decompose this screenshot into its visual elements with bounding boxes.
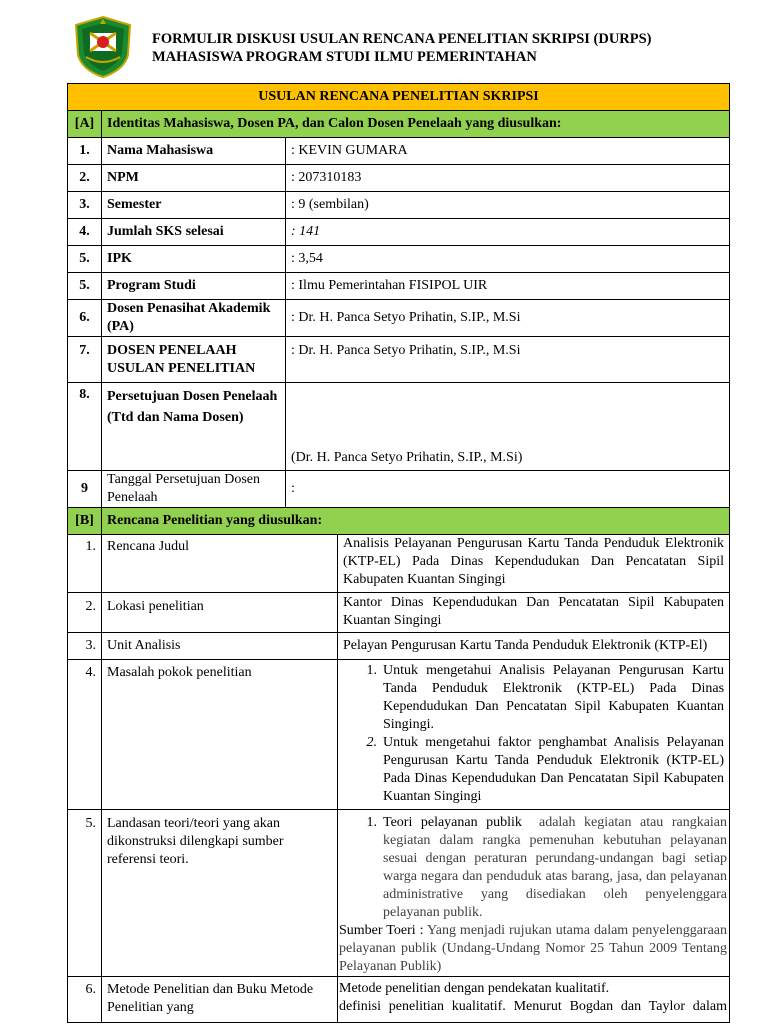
signature-label-line2: (Ttd dan Nama Dosen) bbox=[107, 410, 244, 425]
table-row bbox=[68, 471, 730, 508]
list-item bbox=[343, 734, 724, 806]
method-cell bbox=[338, 977, 730, 1023]
table-row bbox=[68, 633, 730, 660]
table-row bbox=[68, 246, 730, 273]
row-value: : Ilmu Pemerintahan FISIPOL UIR bbox=[286, 273, 730, 300]
section-a-header bbox=[68, 111, 730, 138]
signature-name: (Dr. H. Panca Setyo Prihatin, S.IP., M.Si) bbox=[286, 383, 730, 471]
row-value: : Dr. H. Panca Setyo Prihatin, S.IP., M.Si bbox=[286, 300, 730, 337]
list-item bbox=[339, 814, 727, 922]
table-row bbox=[68, 138, 730, 165]
row-number: 4. bbox=[68, 660, 102, 810]
list-text: Untuk mengetahui Analisis Pelayanan Pengurusan Kartu Tanda Penduduk Elektronik (KTP-EL) Pada Dinas Kependudukan Dan Pencatatan Sipil Kabupaten Kuantan Singingi. bbox=[383, 663, 725, 732]
table-row bbox=[68, 273, 730, 300]
row-number: 1. bbox=[68, 535, 102, 593]
row-value: Kantor Dinas Kependudukan Dan Pencatatan Sipil Kabupaten Kuantan Singingi bbox=[338, 593, 730, 633]
signature-row bbox=[68, 383, 730, 471]
row-value: : 141 bbox=[286, 219, 730, 246]
section-b-header bbox=[68, 508, 730, 535]
table-row bbox=[68, 219, 730, 246]
row-label: Lokasi penelitian bbox=[102, 593, 338, 633]
row-number: 5. bbox=[68, 246, 102, 273]
theory-text: adalah kegiatan atau rangkaian kegiatan dalam rangka pemenuhan kebutuhan pelayanan sesuai dengan peraturan perundang-undangan bagi setiap warga negara dan penduduk atas barang, jasa, dan pelayanan administrative yang disediakan oleh penyelenggara pelayanan publik. bbox=[383, 815, 728, 920]
table-row bbox=[68, 810, 730, 977]
table-row bbox=[68, 977, 730, 1023]
row-number: 6. bbox=[68, 300, 102, 337]
row-label: NPM bbox=[102, 165, 286, 192]
section-a-title: Identitas Mahasiswa, Dosen PA, dan Calon Dosen Penelaah yang diusulkan: bbox=[102, 111, 730, 138]
row-label: Landasan teori/teori yang akan dikonstruksi dilengkapi sumber referensi teori. bbox=[102, 810, 338, 977]
row-label: Rencana Judul bbox=[102, 535, 338, 593]
row-number: 8. bbox=[68, 383, 102, 471]
row-label: Dosen Penasihat Akademik (PA) bbox=[102, 300, 286, 337]
table-row bbox=[68, 337, 730, 383]
row-number: 6. bbox=[68, 977, 102, 1023]
form-title-line1: FORMULIR DISKUSI USULAN RENCANA PENELITIAN SKRIPSI (DURPS) bbox=[152, 31, 652, 47]
row-number: 7. bbox=[68, 337, 102, 383]
method-line2: definisi penelitian kualitatif. Menurut Bogdan dan Taylor dalam bbox=[339, 999, 728, 1014]
row-value: : Dr. H. Panca Setyo Prihatin, S.IP., M.Si bbox=[286, 337, 730, 383]
row-label: Jumlah SKS selesai bbox=[102, 219, 286, 246]
row-number: 2. bbox=[68, 165, 102, 192]
row-value: : 3,54 bbox=[286, 246, 730, 273]
row-number: 5. bbox=[68, 273, 102, 300]
row-value: Pelayan Pengurusan Kartu Tanda Penduduk Elektronik (KTP-El) bbox=[338, 633, 730, 660]
table-row bbox=[68, 192, 730, 219]
row-number: 4. bbox=[68, 219, 102, 246]
theory-cell bbox=[338, 810, 730, 977]
table-row bbox=[68, 300, 730, 337]
row-number: 3. bbox=[68, 633, 102, 660]
row-number: 2. bbox=[68, 593, 102, 633]
row-label: Semester bbox=[102, 192, 286, 219]
table-row bbox=[68, 535, 730, 593]
problem-list-cell bbox=[338, 660, 730, 810]
row-label: IPK bbox=[102, 246, 286, 273]
proposal-form-table bbox=[67, 83, 730, 1023]
list-marker: 1. bbox=[366, 663, 377, 678]
form-header bbox=[152, 30, 652, 66]
table-row bbox=[68, 593, 730, 633]
theory-term: Teori pelayanan publik bbox=[383, 815, 522, 830]
table-title: USULAN RENCANA PENELITIAN SKRIPSI bbox=[68, 84, 730, 111]
section-a-code: [A] bbox=[68, 111, 102, 138]
list-item bbox=[343, 662, 724, 734]
table-row bbox=[68, 165, 730, 192]
row-label: Tanggal Persetujuan Dosen Penelaah bbox=[102, 471, 286, 508]
list-text: Untuk mengetahui faktor penghambat Analisis Pelayanan Pengurusan Kartu Tanda Penduduk Elektronik (KTP-EL) Pada Dinas Kependudukan Dan Pencatatan Sipil Kabupaten Kuantan Singingi bbox=[383, 735, 725, 804]
form-title-line2: MAHASISWA PROGRAM STUDI ILMU PEMERINTAHAN bbox=[152, 49, 537, 65]
row-number: 5. bbox=[68, 810, 102, 977]
row-label: Nama Mahasiswa bbox=[102, 138, 286, 165]
row-value: : 9 (sembilan) bbox=[286, 192, 730, 219]
university-logo-icon bbox=[72, 15, 134, 79]
table-title-row bbox=[68, 84, 730, 111]
row-number: 1. bbox=[68, 138, 102, 165]
method-line1: Metode penelitian dengan pendekatan kualitatif. bbox=[339, 981, 610, 996]
row-value: Analisis Pelayanan Pengurusan Kartu Tanda Penduduk Elektronik (KTP-EL) Pada Dinas Kependudukan Dan Pencatatan Sipil Kabupaten Kuantan Singingi bbox=[338, 535, 730, 593]
row-number: 3. bbox=[68, 192, 102, 219]
row-value: : bbox=[286, 471, 730, 508]
row-label: Program Studi bbox=[102, 273, 286, 300]
table-row bbox=[68, 660, 730, 810]
row-label: Unit Analisis bbox=[102, 633, 338, 660]
list-marker: 1. bbox=[366, 815, 377, 830]
row-label: Metode Penelitian dan Buku Metode Penelitian yang bbox=[102, 977, 338, 1023]
signature-label bbox=[102, 383, 286, 471]
row-label: DOSEN PENELAAH USULAN PENELITIAN bbox=[102, 337, 286, 383]
row-label: Masalah pokok penelitian bbox=[102, 660, 338, 810]
row-value: : KEVIN GUMARA bbox=[286, 138, 730, 165]
signature-label-line1: Persetujuan Dosen Penelaah bbox=[107, 389, 278, 404]
section-b-code: [B] bbox=[68, 508, 102, 535]
section-b-title: Rencana Penelitian yang diusulkan: bbox=[102, 508, 730, 535]
row-number: 9 bbox=[68, 471, 102, 508]
source-label: Sumber Toeri : bbox=[339, 923, 424, 938]
row-value: : 207310183 bbox=[286, 165, 730, 192]
source-text: Yang menjadi rujukan utama dalam penyelenggaraan pelayanan publik (Undang-Undang Nomor 25 Tahun 2009 Tentang Pelayanan Publik) bbox=[339, 923, 728, 974]
list-marker: 2. bbox=[366, 735, 377, 750]
